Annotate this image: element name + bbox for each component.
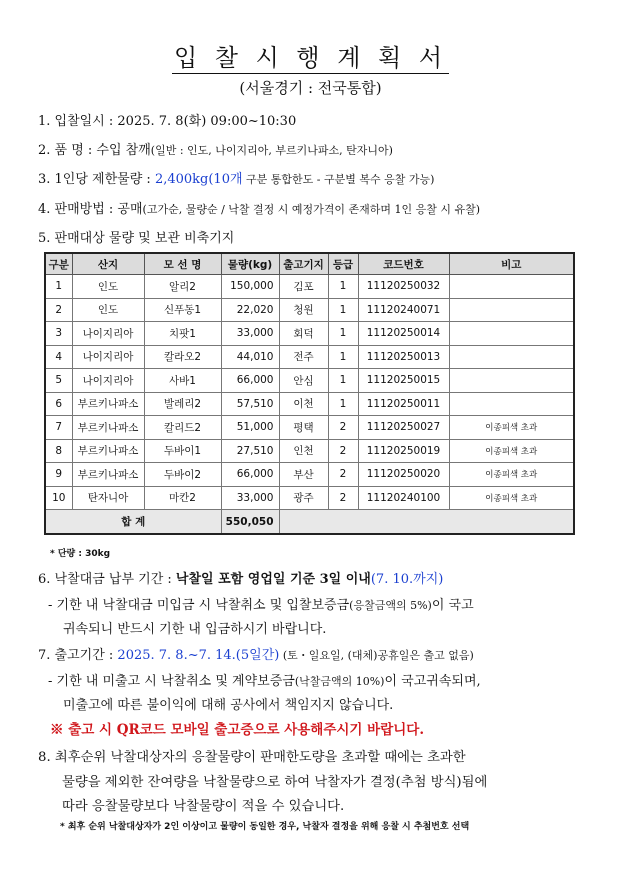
item-3-suffix: 구분 통합한도 - 구분별 복수 응찰 가능): [242, 173, 435, 186]
table-cell: 안심: [279, 369, 328, 393]
table-cell: 두바이1: [144, 439, 221, 463]
table-cell: 44,010: [221, 345, 279, 369]
item-6-payment: [38, 568, 443, 587]
table-cell: 11120240071: [358, 298, 449, 322]
table-cell: 마칸2: [144, 486, 221, 510]
item-7-line2c: 이 국고귀속되며,: [384, 674, 481, 689]
table-header-row: [45, 253, 574, 275]
table-cell: 7: [45, 416, 72, 440]
table-cell: 이종피색 초과: [449, 416, 574, 440]
table-cell: 부르키나파소: [72, 416, 144, 440]
col-header: 출고기지: [279, 253, 328, 275]
table-cell: 9: [45, 463, 72, 487]
table-cell: 인도: [72, 275, 144, 299]
total-value: 550,050: [221, 510, 279, 535]
col-header: 코드번호: [358, 253, 449, 275]
table-cell: 66,000: [221, 369, 279, 393]
table-cell: [449, 275, 574, 299]
table-cell: 탄자니아: [72, 486, 144, 510]
item-6-prefix: 6. 낙찰대금 납부 기간 :: [38, 572, 176, 587]
table-cell: 발레리2: [144, 392, 221, 416]
table-cell: 2: [328, 416, 358, 440]
item-6-line2c: 이 국고: [431, 598, 474, 613]
table-cell: 두바이2: [144, 463, 221, 487]
table-row: [45, 463, 574, 487]
table-cell: 나이지리아: [72, 345, 144, 369]
item-5-heading: 5. 판매대상 물량 및 보관 비축기지: [38, 231, 235, 246]
item-7-line2a: - 기한 내 미출고 시 낙찰취소 및 계약보증금: [48, 674, 295, 689]
item-4-detail: (고가순, 물량순 / 낙찰 결정 시 예정가격이 존재하며 1인 응찰 시 유찰): [142, 203, 481, 216]
table-row: [45, 486, 574, 510]
col-header: 비고: [449, 253, 574, 275]
table-cell: 11120250019: [358, 439, 449, 463]
table-row: [45, 392, 574, 416]
document-subtitle: (서울경기 : 전국통합): [239, 79, 382, 97]
table-cell: 11120250027: [358, 416, 449, 440]
table-row: [45, 298, 574, 322]
table-cell: 11120250014: [358, 322, 449, 346]
table-cell: 51,000: [221, 416, 279, 440]
item-3-limit: [38, 168, 434, 187]
item-7-line3: 미출고에 따른 불이익에 대해 공사에서 책임지지 않습니다.: [63, 698, 394, 713]
table-cell: 1: [328, 298, 358, 322]
table-cell: 전주: [279, 345, 328, 369]
table-row: [45, 345, 574, 369]
table-cell: 칼라오2: [144, 345, 221, 369]
table-cell: 치팟1: [144, 322, 221, 346]
footnote: * 최후 순위 낙찰대상자가 2인 이상이고 물량이 동일한 경우, 낙찰자 결정을 위해 응찰 시 추첨번호 선택: [60, 822, 470, 832]
item-8-line2: 물량을 제외한 잔여량을 낙찰물량으로 하여 낙찰자가 결정(추첨 방식)됨에: [62, 775, 488, 790]
table-cell: 33,000: [221, 322, 279, 346]
table-row: [45, 275, 574, 299]
table-cell: 평택: [279, 416, 328, 440]
item-7-prefix: 7. 출고기간 :: [38, 648, 118, 663]
item-6-date: (7. 10.까지): [370, 572, 444, 587]
table-cell: 11120250013: [358, 345, 449, 369]
table-cell: 신푸동1: [144, 298, 221, 322]
item-7-line2b: (낙찰금액의 10%): [294, 675, 385, 688]
table-cell: 1: [328, 345, 358, 369]
table-cell: 나이지리아: [72, 322, 144, 346]
table-cell: 11120250015: [358, 369, 449, 393]
col-header: 등급: [328, 253, 358, 275]
item-3-amount: 2,400kg(10개: [154, 172, 243, 187]
table-cell: 8: [45, 439, 72, 463]
item-1-bid-date: 1. 입찰일시 : 2025. 7. 8(화) 09:00~10:30: [38, 114, 297, 129]
table-cell: 5: [45, 369, 72, 393]
table-cell: 6: [45, 392, 72, 416]
table-cell: 150,000: [221, 275, 279, 299]
item-8-line1: 8. 최후순위 낙찰대상자의 응찰물량이 판매한도량을 초과할 때에는 초과한: [38, 750, 466, 765]
table-cell: 11120250032: [358, 275, 449, 299]
table-cell: 27,510: [221, 439, 279, 463]
qr-warning: ※ 출고 시 QR코드 모바일 출고증으로 사용해주시기 바랍니다.: [50, 722, 425, 738]
stock-table: [44, 252, 575, 535]
item-2-detail: (일반 : 인도, 나이지리아, 부르키나파소, 탄자니아): [150, 144, 393, 157]
table-cell: 이천: [279, 392, 328, 416]
total-label: 합 계: [45, 510, 221, 535]
table-cell: 인도: [72, 298, 144, 322]
col-header: 모 선 명: [144, 253, 221, 275]
item-6-line2: [48, 594, 474, 613]
total-row: [45, 510, 574, 535]
table-cell: 부르키나파소: [72, 439, 144, 463]
table-cell: 김포: [279, 275, 328, 299]
table-cell: [449, 345, 574, 369]
table-cell: 2: [328, 439, 358, 463]
item-6-line3: 귀속되니 반드시 기한 내 입금하시기 바랍니다.: [63, 622, 327, 637]
table-cell: 1: [328, 369, 358, 393]
table-cell: 부르키나파소: [72, 392, 144, 416]
col-header: 물량(kg): [221, 253, 279, 275]
table-cell: 이종피색 초과: [449, 486, 574, 510]
table-cell: 2: [45, 298, 72, 322]
item-2-product: [38, 139, 393, 158]
table-cell: 2: [328, 486, 358, 510]
table-cell: [449, 392, 574, 416]
col-header: 산지: [72, 253, 144, 275]
table-cell: 이종피색 초과: [449, 463, 574, 487]
document-title: 입 찰 시 행 계 획 서: [173, 44, 448, 72]
table-cell: 알리2: [144, 275, 221, 299]
table-row: [45, 439, 574, 463]
table-cell: 1: [328, 275, 358, 299]
table-cell: 11120250020: [358, 463, 449, 487]
table-cell: 인천: [279, 439, 328, 463]
table-row: [45, 369, 574, 393]
item-7-release: [38, 644, 474, 663]
table-cell: 이종피색 초과: [449, 439, 574, 463]
item-3-prefix: 3. 1인당 제한물량 :: [38, 172, 155, 187]
table-cell: 1: [328, 322, 358, 346]
table-cell: 부산: [279, 463, 328, 487]
table-cell: 11120240100: [358, 486, 449, 510]
item-7-note: (토・일요일, (대체)공휴일은 출고 없음): [279, 649, 474, 662]
table-row: [45, 416, 574, 440]
table-row: [45, 322, 574, 346]
table-cell: [449, 369, 574, 393]
table-cell: 3: [45, 322, 72, 346]
table-cell: 66,000: [221, 463, 279, 487]
table-cell: 1: [45, 275, 72, 299]
table-cell: 1: [328, 392, 358, 416]
table-cell: 칼리드2: [144, 416, 221, 440]
unit-note: * 단량 : 30kg: [50, 549, 111, 559]
col-header: 구분: [45, 253, 72, 275]
item-8-line3: 따라 응찰물량보다 낙찰물량이 적을 수 있습니다.: [62, 799, 345, 814]
table-cell: 광주: [279, 486, 328, 510]
total-empty: [279, 510, 574, 535]
table-cell: 11120250011: [358, 392, 449, 416]
item-6-line2b: (응찰금액의 5%): [349, 599, 432, 612]
table-cell: [449, 298, 574, 322]
item-7-period: 2025. 7. 8.~7. 14.(5일간): [117, 648, 280, 663]
table-cell: 2: [328, 463, 358, 487]
table-cell: 부르키나파소: [72, 463, 144, 487]
item-4-label: 4. 판매방법 : 공매: [38, 202, 143, 217]
item-4-sales-method: [38, 198, 480, 217]
item-2-label: 2. 품 명 : 수입 참깨: [38, 143, 151, 158]
table-cell: [449, 322, 574, 346]
table-cell: 33,000: [221, 486, 279, 510]
table-cell: 4: [45, 345, 72, 369]
item-6-line2a: - 기한 내 낙찰대금 미입금 시 낙찰취소 및 입찰보증금: [48, 598, 350, 613]
item-7-line2: [48, 670, 481, 689]
table-cell: 청원: [279, 298, 328, 322]
table-cell: 10: [45, 486, 72, 510]
table-cell: 회덕: [279, 322, 328, 346]
table-cell: 나이지리아: [72, 369, 144, 393]
table-cell: 사바1: [144, 369, 221, 393]
table-cell: 22,020: [221, 298, 279, 322]
item-6-emphasis: 낙찰일 포함 영업일 기준 3일 이내: [175, 572, 371, 587]
table-cell: 57,510: [221, 392, 279, 416]
